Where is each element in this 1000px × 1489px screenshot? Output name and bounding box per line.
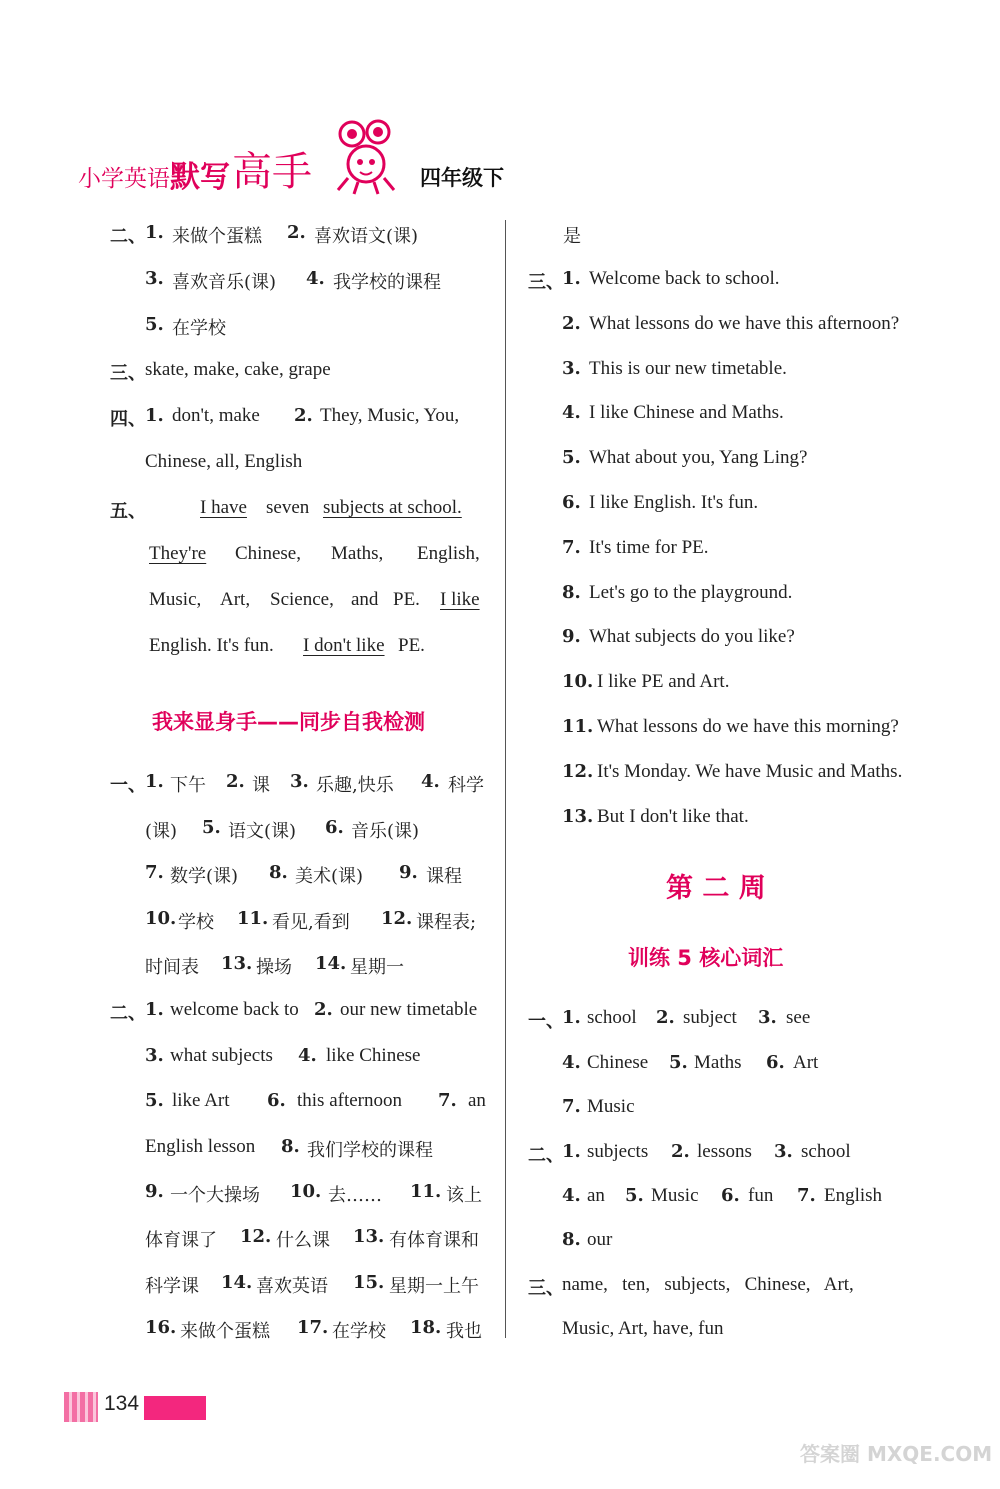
item-number: 1. (145, 999, 164, 1020)
item-number: 12. (562, 761, 594, 782)
answer-text: 去…… (328, 1185, 382, 1206)
section-label: 二、 (110, 226, 146, 247)
section-label: 一、 (528, 1011, 564, 1032)
answer-text: 看见,看到 (272, 912, 350, 933)
item-number: 8. (269, 862, 288, 883)
item-number: 2. (294, 405, 313, 426)
answer-text: an (468, 1090, 486, 1111)
item-number: 2. (226, 771, 245, 792)
watermark: 答案圈 MXQE.COM (800, 1442, 993, 1466)
item-number: 16. (145, 1317, 177, 1338)
training-title: 训练 5 核心词汇 (628, 946, 784, 970)
answer-text: what subjects (170, 1045, 273, 1066)
section-label: 三、 (528, 272, 564, 293)
sentence: What about you, Yang Ling? (589, 447, 808, 468)
answer-text: Maths, (331, 543, 384, 564)
answer-text: 我也 (446, 1321, 482, 1342)
answer-text: 一个大操场 (170, 1185, 260, 1206)
answer-text: our new timetable (340, 999, 478, 1020)
answer-text: school (587, 1007, 637, 1028)
answer-text: an (587, 1185, 605, 1206)
brand-big: 高手 (232, 149, 312, 195)
answer-text: 课程表; (416, 912, 477, 933)
answer-text: Maths (694, 1052, 742, 1073)
sentence: I like English. It's fun. (589, 492, 759, 513)
section-label: 三、 (528, 1278, 564, 1299)
underlined-word: subjects at school. (323, 497, 462, 518)
item-number: 13. (562, 806, 594, 827)
item-number: 2. (287, 222, 306, 243)
answer-text: fun (748, 1185, 774, 1206)
underlined-word: I don't like (303, 635, 385, 656)
answer-text: Chinese (587, 1052, 649, 1073)
underlined-word: They're (149, 543, 207, 564)
item-number: 10. (290, 1181, 322, 1202)
item-number: 10. (562, 671, 594, 692)
item-number: 7. (562, 1096, 581, 1117)
item-number: 2. (671, 1141, 690, 1162)
answer-text: Art, (220, 589, 251, 610)
item-number: 3. (145, 1045, 164, 1066)
item-number: 5. (202, 817, 221, 838)
answer-text: 在学校 (332, 1321, 386, 1342)
item-number: 6. (325, 817, 344, 838)
item-number: 15. (353, 1272, 385, 1293)
answer-text: 来做个蛋糕 (180, 1321, 270, 1342)
answer-text: 是 (563, 226, 581, 247)
item-number: 5. (562, 447, 581, 468)
item-number: 17. (297, 1317, 329, 1338)
item-number: 1. (562, 1141, 581, 1162)
item-number: 9. (562, 626, 581, 647)
item-number: 11. (237, 908, 269, 929)
answer-text: 喜欢英语 (256, 1276, 328, 1297)
answer-text: like Art (172, 1090, 230, 1111)
item-number: 4. (306, 268, 325, 289)
item-number: 4. (298, 1045, 317, 1066)
answer-text: 乐趣,快乐 (316, 775, 394, 796)
item-number: 12. (381, 908, 413, 929)
item-number: 1. (562, 1007, 581, 1028)
item-number: 1. (145, 771, 164, 792)
mascot-icon (330, 118, 402, 200)
item-number: 5. (145, 314, 164, 335)
column-divider (505, 220, 506, 1338)
item-number: 12. (240, 1226, 272, 1247)
answer-text: 有体育课和 (389, 1230, 479, 1251)
answer-text: 我们学校的课程 (307, 1140, 433, 1161)
answer-text: skate, make, cake, grape (145, 359, 331, 380)
item-number: 3. (774, 1141, 793, 1162)
item-number: 3. (562, 358, 581, 379)
answer-text: name, ten, subjects, Chinese, Art, (562, 1274, 854, 1295)
item-number: 2. (562, 313, 581, 334)
item-number: 7. (562, 537, 581, 558)
answer-text: 课 (252, 775, 270, 796)
item-number: 6. (562, 492, 581, 513)
section-label: 五、 (110, 501, 146, 522)
answer-text: don't, make (172, 405, 260, 426)
sentence: I like Chinese and Maths. (589, 402, 784, 423)
answer-text: They, Music, You, (320, 405, 460, 426)
underlined-word: I have (200, 497, 247, 518)
item-number: 6. (721, 1185, 740, 1206)
answer-text: school (801, 1141, 851, 1162)
answer-text: 科学 (448, 775, 484, 796)
answer-text: 在学校 (172, 318, 226, 339)
answer-text: Chinese, (235, 543, 301, 564)
answer-text: Music (587, 1096, 635, 1117)
week-title: 第 二 周 (666, 873, 766, 904)
sentence: It's time for PE. (589, 537, 709, 558)
item-number: 1. (145, 405, 164, 426)
item-number: 1. (145, 222, 164, 243)
sentence: Welcome back to school. (589, 268, 780, 289)
item-number: 9. (145, 1181, 164, 1202)
item-number: 7. (145, 862, 164, 883)
answer-text: Chinese, all, English (145, 451, 303, 472)
item-number: 8. (562, 582, 581, 603)
answer-text: Science, (270, 589, 334, 610)
page-number: 134 (104, 1392, 140, 1415)
item-number: 7. (438, 1090, 457, 1111)
item-number: 8. (562, 1229, 581, 1250)
answer-text: 星期一上午 (389, 1276, 479, 1297)
answer-text: 科学课 (145, 1276, 199, 1297)
underlined-word: I like (440, 589, 480, 610)
answer-text: English, (417, 543, 480, 564)
item-number: 3. (758, 1007, 777, 1028)
item-number: 4. (421, 771, 440, 792)
item-number: 5. (625, 1185, 644, 1206)
answer-text: Art (793, 1052, 819, 1073)
answer-text: this afternoon (297, 1090, 403, 1111)
answer-text: subject (683, 1007, 737, 1028)
item-number: 11. (410, 1181, 442, 1202)
item-number: 2. (314, 999, 333, 1020)
item-number: 18. (410, 1317, 442, 1338)
item-number: 5. (145, 1090, 164, 1111)
page-marker-icon (64, 1392, 98, 1422)
item-number: 6. (766, 1052, 785, 1073)
answer-text: English (824, 1185, 883, 1206)
item-number: 10. (145, 908, 177, 929)
grade-label: 四年级下 (420, 166, 504, 190)
sentence: I like PE and Art. (597, 671, 730, 692)
answer-text: our (587, 1229, 613, 1250)
answer-text: PE. (393, 589, 420, 610)
item-number: 14. (315, 953, 347, 974)
section-label: 一、 (110, 775, 146, 796)
item-number: 3. (290, 771, 309, 792)
section-label: 二、 (528, 1145, 564, 1166)
page-bar (144, 1396, 206, 1420)
answer-text: 操场 (256, 957, 292, 978)
answer-text: welcome back to (170, 999, 299, 1020)
sentence: But I don't like that. (597, 806, 749, 827)
answer-text: Music, Art, have, fun (562, 1318, 724, 1339)
answer-text: English lesson (145, 1136, 256, 1157)
sentence: It's Monday. We have Music and Maths. (597, 761, 903, 782)
item-number: 14. (221, 1272, 253, 1293)
answer-text: 喜欢音乐(课) (172, 272, 277, 293)
item-number: 1. (562, 268, 581, 289)
answer-text: lessons (697, 1141, 752, 1162)
answer-text: 下午 (170, 775, 206, 796)
section-label: 二、 (110, 1003, 146, 1024)
item-number: 2. (656, 1007, 675, 1028)
answer-text: 该上 (446, 1185, 482, 1206)
item-number: 9. (399, 862, 418, 883)
item-number: 11. (562, 716, 594, 737)
item-number: 3. (145, 268, 164, 289)
item-number: 5. (669, 1052, 688, 1073)
answer-text: seven (266, 497, 310, 518)
item-number: 4. (562, 402, 581, 423)
brand-mid: 默写 (170, 160, 230, 195)
section-label: 三、 (110, 363, 146, 384)
answer-text: 来做个蛋糕 (172, 226, 262, 247)
sentence: What lessons do we have this afternoon? (589, 313, 900, 334)
answer-text: and (351, 589, 379, 610)
item-number: 4. (562, 1052, 581, 1073)
answer-text: 我学校的课程 (333, 272, 441, 293)
section-label: 四、 (110, 409, 146, 430)
item-number: 7. (797, 1185, 816, 1206)
section-title: 我来显身手——同步自我检测 (152, 710, 425, 734)
answer-text: 课程 (426, 866, 462, 887)
answer-text: PE. (398, 635, 425, 656)
sentence: What lessons do we have this morning? (597, 716, 899, 737)
answer-text: see (786, 1007, 811, 1028)
answer-text: Music, (149, 589, 202, 610)
sentence: Let's go to the playground. (589, 582, 793, 603)
answer-text: 学校 (178, 912, 214, 933)
sentence: This is our new timetable. (589, 358, 787, 379)
answer-text: Music (651, 1185, 699, 1206)
item-number: 6. (267, 1090, 286, 1111)
item-number: 13. (221, 953, 253, 974)
answer-text: 时间表 (145, 957, 199, 978)
item-number: 8. (281, 1136, 300, 1157)
answer-text: (课) (145, 821, 178, 842)
answer-text: 星期一 (350, 957, 404, 978)
answer-text: 喜欢语文(课) (314, 226, 419, 247)
answer-text: 音乐(课) (351, 821, 420, 842)
sentence: What subjects do you like? (589, 626, 795, 647)
answer-text: subjects (587, 1141, 649, 1162)
brand-small: 小学英语 (78, 166, 170, 192)
answer-text: like Chinese (326, 1045, 421, 1066)
item-number: 4. (562, 1185, 581, 1206)
answer-text: 美术(课) (295, 866, 364, 887)
answer-text: 数学(课) (170, 866, 239, 887)
answer-text: 什么课 (276, 1230, 330, 1251)
item-number: 13. (353, 1226, 385, 1247)
answer-text: English. It's fun. (149, 635, 274, 656)
answer-text: 体育课了 (145, 1230, 217, 1251)
answer-text: 语文(课) (228, 821, 297, 842)
